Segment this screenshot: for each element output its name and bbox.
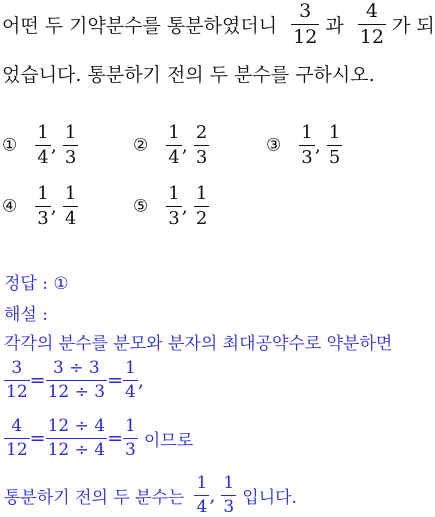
fraction: $\frac{1}{2}$ (195, 183, 208, 229)
fraction: $\frac{2}{3}$ (195, 122, 208, 168)
fraction: $\frac{1}{3}$ (168, 183, 180, 229)
question-line-2: 었습니다. 통분하기 전의 두 분수를 구하시오. (2, 64, 375, 86)
fraction: $\frac{1}{4}$ (64, 183, 77, 229)
fraction: $\frac{1}{3}$ (37, 183, 49, 229)
fraction: $\frac{1}{3}$ (64, 122, 77, 168)
explanation-label: 해설 : (4, 305, 48, 325)
fraction: $\frac{3}{12}$ (293, 0, 318, 48)
fraction: $\frac{12 \div 4}{12 \div 4}$ (47, 416, 106, 460)
choice-1[interactable]: ① $\frac{1}{4}$ , $\frac{1}{3}$ (2, 122, 77, 168)
answer-label: 정답 : (4, 274, 48, 294)
fraction: $\frac{3}{12}$ (6, 358, 28, 402)
fraction: $\frac{4}{12}$ (359, 0, 384, 48)
equation-2: $\frac{4}{12}$ = $\frac{12 \div 4}{12 \div 4}$ = $\frac{1}{3}$ 이므로 (6, 416, 194, 460)
choice-4[interactable]: ④ $\frac{1}{3}$ , $\frac{1}{4}$ (2, 183, 77, 229)
conclusion-line: 통분하기 전의 두 분수는 $\frac{1}{4}$ , $\frac{1}{3}$ 입니다. (4, 473, 297, 517)
fraction: $\frac{1}{4}$ (168, 122, 180, 168)
answer-value: ① (53, 274, 69, 294)
fraction: $\frac{1}{4}$ (37, 122, 49, 168)
question-line-1: 어떤 두 기약분수를 통분하였더니 $\frac{3}{12}$ 과 $\frac{4}{12}$ 가 되 (2, 0, 435, 48)
fraction: $\frac{4}{12}$ (6, 416, 28, 460)
fraction: $\frac{1}{3}$ (223, 473, 235, 517)
question-text: 어떤 두 기약분수를 통분하였더니 (2, 15, 278, 37)
fraction: $\frac{1}{3}$ (124, 416, 136, 460)
fraction: $\frac{1}{3}$ (301, 122, 313, 168)
equation-1: $\frac{3}{12}$ = $\frac{3 \div 3}{12 \div 3}$ = $\frac{1}{4}$ , (6, 358, 144, 402)
fraction: $\frac{1}{4}$ (196, 473, 208, 517)
fraction: $\frac{1}{5}$ (328, 122, 341, 168)
answer-line (4, 269, 69, 294)
fraction: $\frac{1}{4}$ (124, 358, 136, 402)
explanation-intro: 각각의 분수를 분모와 분자의 최대공약수로 약분하면 (4, 334, 393, 354)
fraction: $\frac{3 \div 3}{12 \div 3}$ (47, 358, 106, 402)
choice-5[interactable]: ⑤ $\frac{1}{3}$ , $\frac{1}{2}$ (133, 183, 208, 229)
choice-2[interactable]: ② $\frac{1}{4}$ , $\frac{2}{3}$ (133, 122, 208, 168)
choice-3[interactable]: ③ $\frac{1}{3}$ , $\frac{1}{5}$ (266, 122, 341, 168)
